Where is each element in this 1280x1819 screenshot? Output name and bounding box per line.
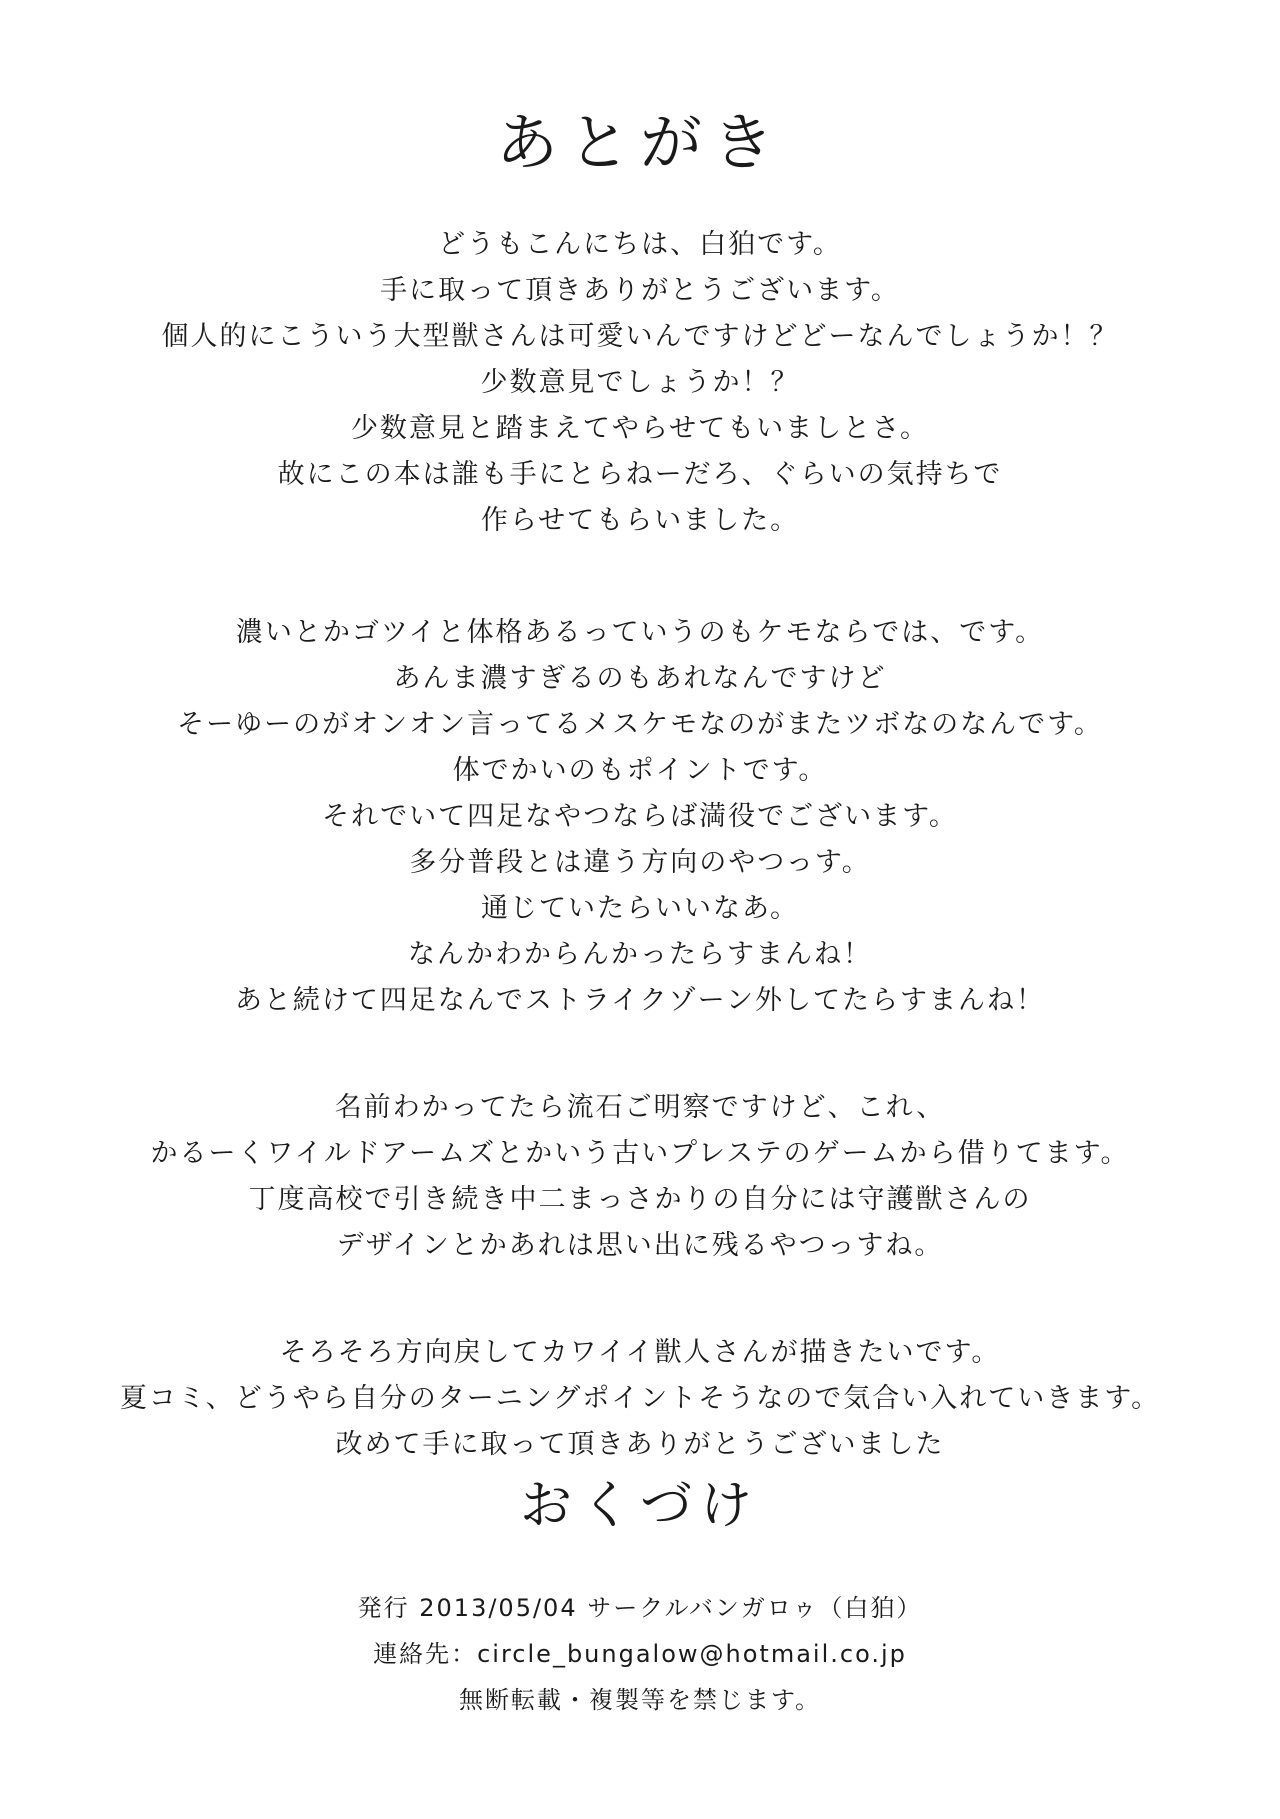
text-line: 多分普段とは違う方向のやつっす。 [409,847,871,878]
paragraph-source [0,1085,1280,1269]
text-line: 改めて手に取って頂きありがとうございました [335,1429,945,1460]
text-line: 故にこの本は誰も手にとらねーだろ、ぐらいの気持ちで [277,459,1003,490]
page-title: あとがき [495,106,784,179]
text-line: 体でかいのもポイントです。 [452,755,828,786]
colophon-heading: おくづけ [519,1476,760,1536]
publication-info: 発行 2013/05/04 サークルバンガロゥ（白狛） [357,1594,923,1622]
text-line: あんま濃すぎるのもあれなんですけど [393,663,887,694]
text-line: 濃いとかゴツイと体格あるっていうのもケモならでは、です。 [235,617,1045,648]
text-line: デザインとかあれは思い出に残るやつっすね。 [336,1230,944,1261]
text-line: 個人的にこういう大型獣さんは可愛いんですけどどーなんでしょうか！？ [161,321,1119,352]
paragraph-closing [0,1330,1280,1468]
paragraph-comments [0,610,1280,1024]
text-line: 少数意見と踏まえてやらせてもいましとさ。 [350,413,930,444]
text-line: なんかわからんかったらすまんね！ [408,939,872,970]
text-line: そろそろ方向戻してカワイイ獣人さんが描きたいです。 [279,1337,1001,1368]
text-line: どうもこんにちは、白狛です。 [438,229,842,260]
contact-info: 連絡先：circle_bungalow@hotmail.co.jp [373,1640,907,1668]
text-line: そーゆーのがオンオン言ってるメスケモなのがまたツボなのなんです。 [177,709,1103,740]
text-line: 名前わかってたら流石ご明察ですけど、これ、 [334,1092,946,1123]
text-line: かるーくワイルドアームズとかいう古いプレステのゲームから借りてます。 [150,1138,1130,1169]
text-line: それでいて四足なやつならば満役でございます。 [322,801,958,832]
text-line: 丁度高校で引き続き中二まっさかりの自分には守護獣さんの [248,1184,1032,1215]
paragraph-greeting [0,222,1280,544]
text-line: 作らせてもらいました。 [480,505,800,536]
colophon [0,1585,1280,1723]
text-line: 手に取って頂きありがとうございます。 [380,275,900,306]
copyright-notice: 無断転載・複製等を禁じます。 [458,1686,822,1714]
text-line: 通じていたらいいなあ。 [481,893,799,924]
text-line: あと続けて四足なんでストライクゾーン外してたらすまんね！ [234,985,1046,1016]
text-line: 少数意見でしょうか！？ [480,367,800,398]
text-line: 夏コミ、どうやら自分のターニングポイントそうなので気合い入れていきます。 [119,1383,1161,1414]
